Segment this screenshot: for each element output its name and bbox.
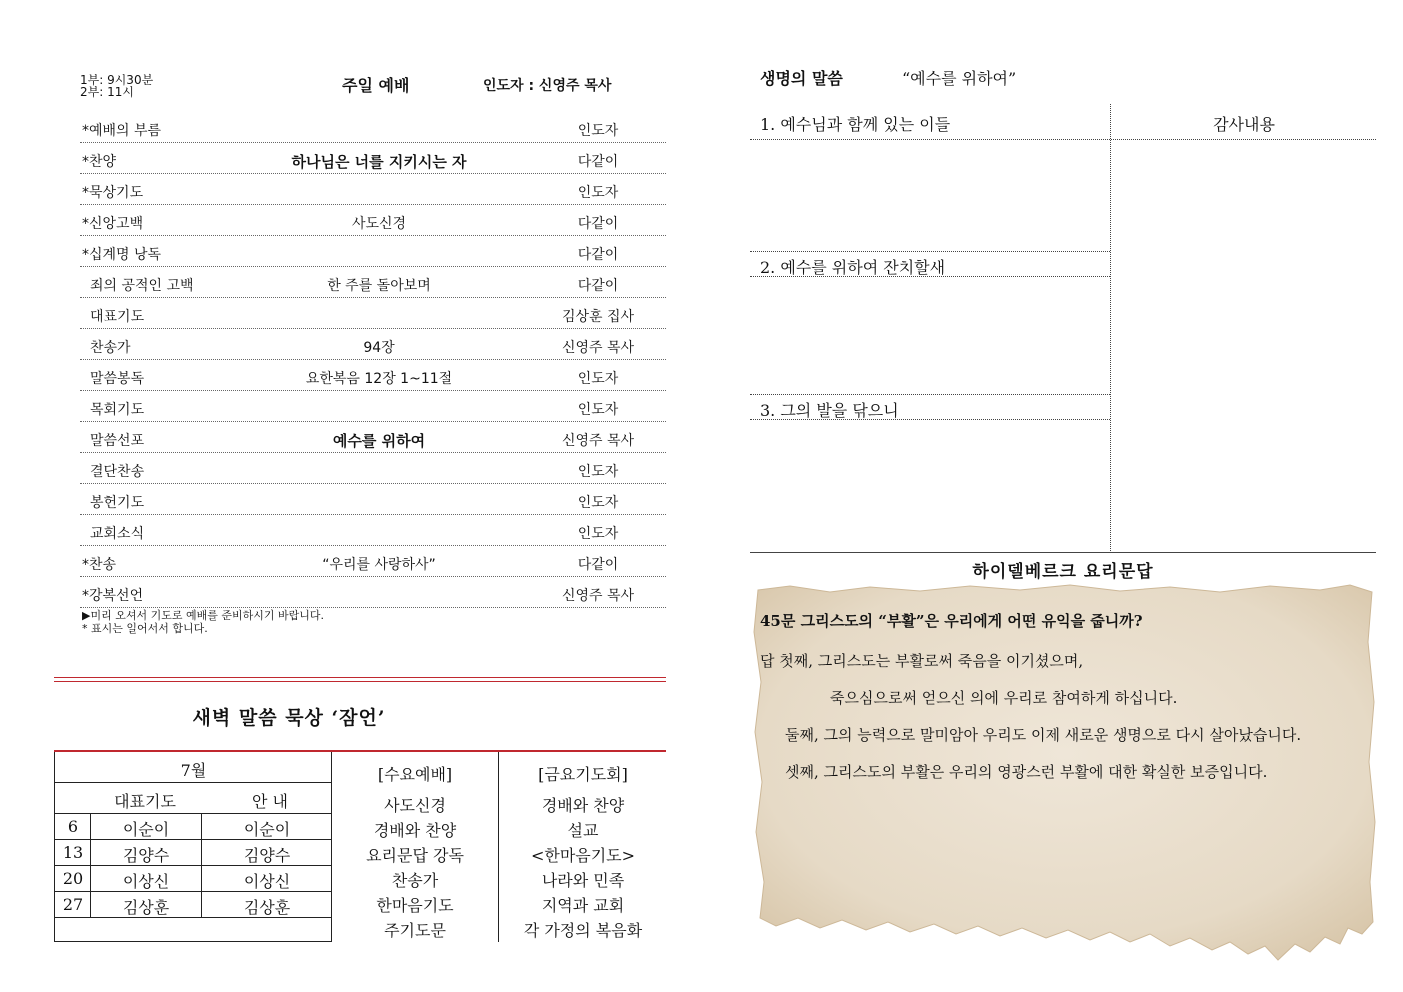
fri-item: <한마음기도> [530, 846, 636, 865]
wed-item: 찬송가 [391, 871, 439, 890]
service-title: 주일 예배 [342, 76, 410, 95]
order-row: 말씀봉독 요한복음 12장 1~11절 인도자 [80, 360, 666, 391]
service-leader: 인도자 : 신영주 목사 [483, 78, 612, 94]
rule [750, 251, 1110, 252]
fri-item: 경배와 찬양 [541, 796, 625, 815]
service-time-2: 2부: 11시 [80, 85, 134, 99]
order-row: *예배의 부름 인도자 [80, 112, 666, 143]
divider [54, 681, 666, 682]
section-2-title: 2. 예수를 위하여 잔치할새 [760, 258, 946, 277]
catechism-answer: 답 첫째, 그리스도는 부활로써 죽음을 이기셨으며, [760, 652, 1084, 670]
order-row: 교회소식 인도자 [80, 515, 666, 546]
fri-item: 지역과 교회 [541, 896, 625, 915]
table-header-columns [55, 783, 332, 814]
wed-item: 요리문답 강독 [366, 846, 464, 865]
table-row: 13 김양수 김양수 [55, 840, 332, 866]
order-row: *찬양 하나님은 너를 지키시는 자 다같이 [80, 143, 666, 174]
col-guide: 안 내 [252, 792, 288, 811]
catechism-answer: 둘째, 그의 능력으로 말미암아 우리도 이제 새로운 생명으로 다시 살아났습니다. [785, 726, 1302, 744]
order-row: 말씀선포 예수를 위하여 신영주 목사 [80, 422, 666, 453]
service-time-1: 1부: 9시30분 [80, 73, 154, 87]
friday-prayer [508, 762, 658, 943]
wed-item: 사도신경 [384, 796, 446, 815]
wed-item: 주기도문 [384, 921, 446, 940]
notes-divider [1110, 104, 1111, 551]
table-row: 6 이순이 이순이 [55, 814, 332, 840]
fri-item: 각 가정의 복음화 [523, 921, 643, 940]
worship-order [80, 112, 666, 608]
order-row: *찬송 “우리를 사랑하사” 다같이 [80, 546, 666, 577]
col-prayer: 대표기도 [114, 792, 176, 811]
order-row: *신앙고백 사도신경 다같이 [80, 205, 666, 236]
order-row: 찬송가 94장 신영주 목사 [80, 329, 666, 360]
fri-item: 나라와 민족 [541, 871, 625, 890]
divider [54, 677, 666, 678]
table-header-month: 7월 [55, 752, 332, 783]
wed-header: [수요예배] [377, 765, 453, 784]
catechism-question: 45문 그리스도의 “부활”은 우리에게 어떤 유익을 줍니까? [760, 612, 1143, 630]
note-line: ▶미리 오셔서 기도로 예배를 준비하시기 바랍니다. [82, 609, 324, 622]
order-row: *묵상기도 인도자 [80, 174, 666, 205]
fri-header: [금요기도회] [538, 765, 628, 784]
catechism-title: 하이델베르크 요리문답 [972, 562, 1154, 582]
word-of-life-heading: 생명의 말씀 [760, 69, 843, 88]
order-row: 죄의 공적인 고백 한 주를 돌아보며 다같이 [80, 267, 666, 298]
fri-item: 설교 [567, 821, 599, 840]
wed-item: 한마음기도 [376, 896, 454, 915]
rule [750, 394, 1110, 395]
order-row: 결단찬송 인도자 [80, 453, 666, 484]
order-row: *강복선언 신영주 목사 [80, 577, 666, 608]
note-line: * 표시는 일어서서 합니다. [82, 622, 208, 635]
word-of-life-subtitle: “예수를 위하여” [902, 69, 1017, 88]
wed-item: 경배와 찬양 [373, 821, 457, 840]
thanks-heading: 감사내용 [1213, 115, 1275, 134]
section-3-title: 3. 그의 발을 닦으니 [760, 401, 899, 420]
order-row: 목회기도 인도자 [80, 391, 666, 422]
table-row: 20 이상신 이상신 [55, 866, 332, 892]
order-row: 봉헌기도 인도자 [80, 484, 666, 515]
dawn-schedule-table [54, 752, 332, 942]
catechism-answer: 셋째, 그리스도의 부활은 우리의 영광스런 부활에 대한 확실한 보증입니다. [785, 763, 1268, 781]
order-row: 대표기도 김상훈 집사 [80, 298, 666, 329]
section-1-title: 1. 예수님과 함께 있는 이들 [760, 115, 951, 134]
worship-notes [82, 609, 324, 635]
rule [750, 139, 1376, 140]
table-row: 27 김상훈 김상훈 [55, 892, 332, 918]
wednesday-service [345, 762, 485, 943]
column-divider [498, 752, 499, 942]
catechism-answer: 죽으심으로써 얻으신 의에 우리로 참여하게 하십니다. [830, 689, 1178, 707]
divider [750, 552, 1376, 553]
order-row: *십계명 낭독 다같이 [80, 236, 666, 267]
table-rule [90, 814, 91, 918]
service-times [80, 74, 153, 98]
dawn-meditation-title: 새벽 말씀 묵상 ‘잠언’ [192, 707, 386, 729]
table-rule [201, 814, 202, 918]
